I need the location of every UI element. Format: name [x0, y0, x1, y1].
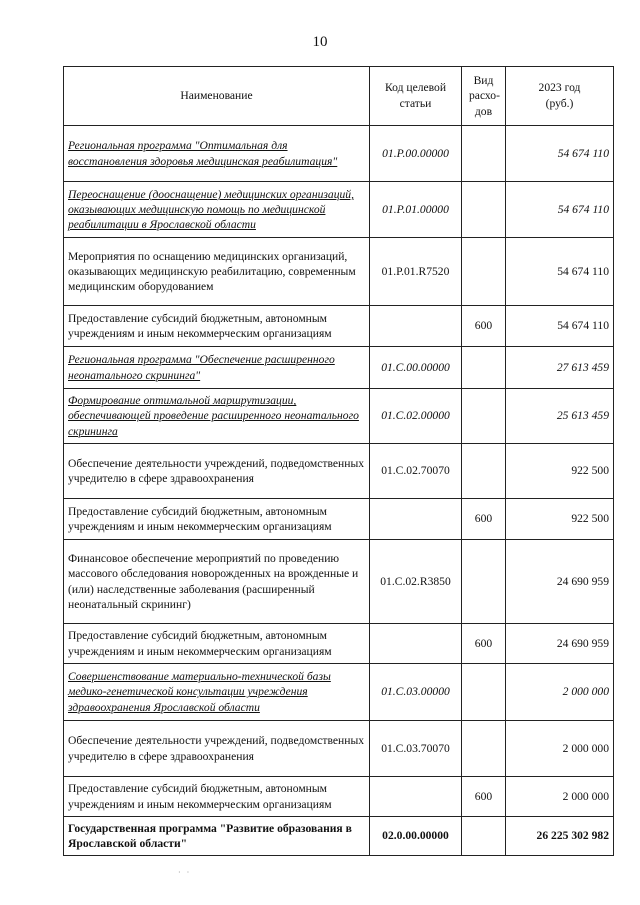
name-cell: Предоставление субсидий бюджетным, автономным учреждениям и иным некоммерческим организациям — [64, 624, 370, 664]
table-row — [64, 540, 614, 624]
type-cell — [462, 182, 506, 238]
amount-cell: 54 674 110 — [506, 126, 614, 182]
amount-cell: 54 674 110 — [506, 182, 614, 238]
table-row — [64, 347, 614, 389]
name-cell: Региональная программа "Оптимальная для восстановления здоровья медицинская реабилитация" — [64, 126, 370, 182]
name-cell: Мероприятия по оснащению медицинских организаций, оказывающих медицинскую реабилитацию, современным медицинским оборудованием — [64, 238, 370, 306]
amount-cell: 922 500 — [506, 499, 614, 540]
name-cell: Предоставление субсидий бюджетным, автономным учреждениям и иным некоммерческим организациям — [64, 777, 370, 817]
code-cell: 01.С.03.00000 — [370, 664, 462, 721]
name-cell: Обеспечение деятельности учреждений, подведомственных учредителю в сфере здравоохранения — [64, 721, 370, 777]
code-cell — [370, 624, 462, 664]
amount-cell: 24 690 959 — [506, 624, 614, 664]
table-row — [64, 664, 614, 721]
table-row — [64, 777, 614, 817]
code-cell: 01.С.02.70070 — [370, 444, 462, 499]
amount-cell: 54 674 110 — [506, 238, 614, 306]
type-cell — [462, 347, 506, 389]
amount-cell: 2 000 000 — [506, 721, 614, 777]
amount-cell: 26 225 302 982 — [506, 817, 614, 856]
code-cell: 01.Р.00.00000 — [370, 126, 462, 182]
type-cell — [462, 817, 506, 856]
amount-cell: 25 613 459 — [506, 389, 614, 444]
amount-cell: 27 613 459 — [506, 347, 614, 389]
type-cell: 600 — [462, 306, 506, 347]
amount-cell: 922 500 — [506, 444, 614, 499]
table-row — [64, 624, 614, 664]
name-cell: Предоставление субсидий бюджетным, автономным учреждениям и иным некоммерческим организациям — [64, 499, 370, 540]
code-cell: 01.С.02.R3850 — [370, 540, 462, 624]
name-cell: Региональная программа "Обеспечение расширенного неонатального скрининга" — [64, 347, 370, 389]
table-row — [64, 306, 614, 347]
header-amount: 2023 год (руб.) — [506, 67, 614, 126]
header-name: Наименование — [64, 67, 370, 126]
code-cell: 01.С.03.70070 — [370, 721, 462, 777]
amount-cell: 2 000 000 — [506, 777, 614, 817]
code-cell — [370, 306, 462, 347]
amount-cell: 54 674 110 — [506, 306, 614, 347]
table-row — [64, 817, 614, 856]
type-cell — [462, 389, 506, 444]
budget-table — [63, 66, 614, 856]
header-row — [64, 67, 614, 126]
code-cell — [370, 499, 462, 540]
type-cell — [462, 721, 506, 777]
table-body — [64, 126, 614, 856]
code-cell: 01.Р.01.R7520 — [370, 238, 462, 306]
type-cell: 600 — [462, 777, 506, 817]
code-cell: 01.С.02.00000 — [370, 389, 462, 444]
type-cell: 600 — [462, 499, 506, 540]
page-number: 10 — [312, 34, 328, 50]
amount-cell: 24 690 959 — [506, 540, 614, 624]
amount-cell: 2 000 000 — [506, 664, 614, 721]
table-row — [64, 389, 614, 444]
header-code: Код целевой статьи — [370, 67, 462, 126]
table-row — [64, 444, 614, 499]
type-cell — [462, 664, 506, 721]
scan-artifact: · · — [178, 868, 192, 877]
code-cell: 01.С.00.00000 — [370, 347, 462, 389]
table-row — [64, 238, 614, 306]
code-cell — [370, 777, 462, 817]
table-row — [64, 721, 614, 777]
name-cell: Формирование оптимальной маршрутизации, обеспечивающей проведение расширенного неонатального скрининга — [64, 389, 370, 444]
name-cell: Переоснащение (дооснащение) медицинских организаций, оказывающих медицинскую помощь по медицинской реабилитации в Ярославской области — [64, 182, 370, 238]
name-cell: Предоставление субсидий бюджетным, автономным учреждениям и иным некоммерческим организациям — [64, 306, 370, 347]
name-cell: Обеспечение деятельности учреждений, подведомственных учредителю в сфере здравоохранения — [64, 444, 370, 499]
type-cell — [462, 126, 506, 182]
name-cell: Совершенствование материально-технической базы медико-генетической консультации учреждения здравоохранения Ярославской области — [64, 664, 370, 721]
table-row — [64, 126, 614, 182]
table-row — [64, 499, 614, 540]
type-cell — [462, 540, 506, 624]
name-cell: Государственная программа "Развитие образования в Ярославской области" — [64, 817, 370, 856]
code-cell: 02.0.00.00000 — [370, 817, 462, 856]
type-cell — [462, 444, 506, 499]
type-cell — [462, 238, 506, 306]
table-row — [64, 182, 614, 238]
type-cell: 600 — [462, 624, 506, 664]
code-cell: 01.Р.01.00000 — [370, 182, 462, 238]
name-cell: Финансовое обеспечение мероприятий по проведению массового обследования новорожденных на врожденные и (или) наследственные заболевания (расширенный неонатальный скрининг) — [64, 540, 370, 624]
header-type: Вид расхо-дов — [462, 67, 506, 126]
